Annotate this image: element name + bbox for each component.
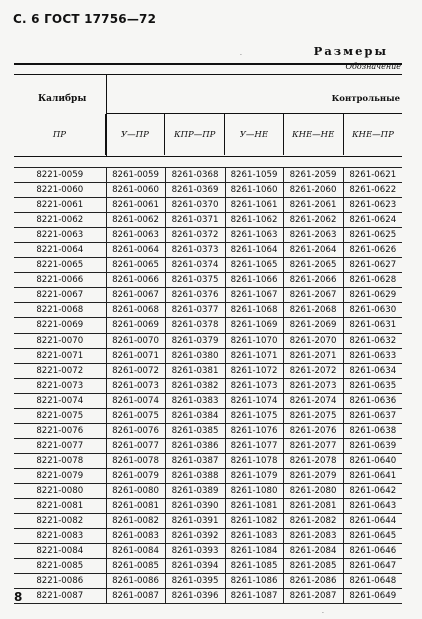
column-header: У—НЕ: [224, 114, 282, 155]
table-cell: 8261-1086: [225, 574, 283, 589]
table-cell: 8261-1059: [225, 168, 283, 183]
table-cell: 8261-0067: [106, 288, 165, 303]
table-cell: 8261-1070: [225, 333, 283, 348]
table-cell: 8221-0086: [14, 574, 106, 589]
table-cell: 8261-0064: [106, 243, 165, 258]
table-cell: 8261-0633: [343, 348, 402, 363]
table-cell: 8261-2073: [283, 378, 343, 393]
table-cell: 8261-2063: [283, 228, 343, 243]
table-cell: 8221-0084: [14, 544, 106, 559]
table-row: [14, 589, 402, 604]
table-cell: 8261-0625: [343, 228, 402, 243]
table-cell: 8261-0082: [106, 514, 165, 529]
table-cell: 8221-0073: [14, 378, 106, 393]
table-cell: 8261-0637: [343, 408, 402, 423]
table-cell: 8261-0377: [165, 303, 225, 318]
table-row: [14, 574, 402, 589]
table-cell: 8261-1064: [225, 243, 283, 258]
table-cell: 8261-2072: [283, 363, 343, 378]
page-header: С. 6 ГОСТ 17756—72: [13, 12, 157, 26]
table-cell: 8261-1082: [225, 514, 283, 529]
table-cell: 8261-2062: [283, 213, 343, 228]
table-cell: 8221-0077: [14, 438, 106, 453]
table-cell: 8261-2081: [283, 499, 343, 514]
table-cell: 8261-0635: [343, 378, 402, 393]
table-cell: 8261-0631: [343, 318, 402, 333]
table-cell: 8261-0073: [106, 378, 165, 393]
table-cell: 8221-0061: [14, 198, 106, 213]
table-cell: 8261-0382: [165, 378, 225, 393]
table-cell: 8261-2064: [283, 243, 343, 258]
table-cell: 8261-0641: [343, 468, 402, 483]
table-cell: 8261-1062: [225, 213, 283, 228]
table-cell: 8261-2066: [283, 273, 343, 288]
table-cell: 8261-0086: [106, 574, 165, 589]
table-cell: 8261-0374: [165, 258, 225, 273]
header-bottom-rule: [14, 156, 402, 157]
table-cell: 8261-1083: [225, 529, 283, 544]
table-cell: 8261-0391: [165, 514, 225, 529]
table-row: [14, 378, 402, 393]
table-cell: 8221-0068: [14, 303, 106, 318]
table-cell: 8261-0059: [106, 168, 165, 183]
table-row: [14, 544, 402, 559]
table-cell: 8261-0628: [343, 273, 402, 288]
table-cell: 8261-0648: [343, 574, 402, 589]
top-rule: [14, 63, 402, 65]
table-row: [14, 243, 402, 258]
table-cell: 8261-2086: [283, 574, 343, 589]
table-cell: 8261-0388: [165, 468, 225, 483]
table-cell: 8261-1067: [225, 288, 283, 303]
table-cell: 8261-2084: [283, 544, 343, 559]
table-cell: 8261-1080: [225, 483, 283, 498]
table-cell: 8261-0634: [343, 363, 402, 378]
table-cell: 8261-0078: [106, 453, 165, 468]
table-cell: 8221-0078: [14, 453, 106, 468]
table-cell: 8261-0649: [343, 589, 402, 604]
column-header: ПР: [52, 129, 66, 140]
table-cell: 8261-2080: [283, 483, 343, 498]
column-header: У—ПР: [105, 114, 164, 155]
table-cell: 8261-0380: [165, 348, 225, 363]
column-header: КНЕ—НЕ: [283, 114, 343, 155]
table-cell: 8221-0085: [14, 559, 106, 574]
table-cell: 8261-2060: [283, 183, 343, 198]
table-cell: 8261-0378: [165, 318, 225, 333]
table-cell: 8221-0067: [14, 288, 106, 303]
table-cell: 8261-0627: [343, 258, 402, 273]
table-cell: 8261-0081: [106, 499, 165, 514]
table-cell: 8261-1071: [225, 348, 283, 363]
table-cell: 8261-0077: [106, 438, 165, 453]
table-row: [14, 183, 402, 198]
table-cell: 8221-0087: [14, 589, 106, 604]
table-row: [14, 438, 402, 453]
table-cell: 8261-1069: [225, 318, 283, 333]
table-cell: 8221-0070: [14, 333, 106, 348]
designation-table: [14, 167, 402, 604]
table-cell: 8261-0385: [165, 423, 225, 438]
table-row: [14, 408, 402, 423]
table-cell: 8261-0072: [106, 363, 165, 378]
table-cell: 8261-0392: [165, 529, 225, 544]
table-row: [14, 198, 402, 213]
table-cell: 8261-0063: [106, 228, 165, 243]
table-cell: 8261-2075: [283, 408, 343, 423]
table-cell: 8221-0076: [14, 423, 106, 438]
table-row: [14, 228, 402, 243]
table-cell: 8261-0070: [106, 333, 165, 348]
header-rule: [14, 74, 402, 75]
table-cell: 8261-0368: [165, 168, 225, 183]
table-cell: 8261-0630: [343, 303, 402, 318]
table-cell: 8261-2085: [283, 559, 343, 574]
table-row: [14, 168, 402, 183]
table-cell: 8221-0066: [14, 273, 106, 288]
table-cell: 8221-0064: [14, 243, 106, 258]
table-cell: 8261-0642: [343, 483, 402, 498]
table-cell: 8221-0082: [14, 514, 106, 529]
table-cell: 8221-0069: [14, 318, 106, 333]
table-cell: 8261-0384: [165, 408, 225, 423]
table-cell: 8221-0080: [14, 483, 106, 498]
column-header-row: [14, 114, 402, 155]
table-cell: 8261-0379: [165, 333, 225, 348]
table-cell: 8261-2077: [283, 438, 343, 453]
table-cell: 8261-2087: [283, 589, 343, 604]
table-cell: 8261-1068: [225, 303, 283, 318]
scan-mark: ·: [240, 52, 242, 59]
table-cell: 8261-0645: [343, 529, 402, 544]
table-cell: 8261-2069: [283, 318, 343, 333]
table-cell: 8261-2082: [283, 514, 343, 529]
table-cell: 8261-0624: [343, 213, 402, 228]
table-row: [14, 393, 402, 408]
table-cell: 8261-0394: [165, 559, 225, 574]
table-cell: 8261-0390: [165, 499, 225, 514]
table-cell: 8261-0396: [165, 589, 225, 604]
table-row: [14, 499, 402, 514]
table-cell: 8261-1077: [225, 438, 283, 453]
page-number: 8: [14, 590, 23, 604]
table-row: [14, 258, 402, 273]
table-row: [14, 514, 402, 529]
scan-mark: ·: [322, 610, 324, 617]
table-cell: 8261-0062: [106, 213, 165, 228]
table-cell: 8261-1079: [225, 468, 283, 483]
column-header: КНЕ—ПР: [343, 114, 402, 155]
table-cell: 8261-0393: [165, 544, 225, 559]
table-cell: 8261-0069: [106, 318, 165, 333]
table-cell: 8261-0076: [106, 423, 165, 438]
table-cell: 8261-0373: [165, 243, 225, 258]
table-cell: 8261-0621: [343, 168, 402, 183]
table-cell: 8261-0632: [343, 333, 402, 348]
table-cell: 8261-0638: [343, 423, 402, 438]
table-cell: 8261-0636: [343, 393, 402, 408]
table-cell: 8221-0060: [14, 183, 106, 198]
table-cell: 8261-2074: [283, 393, 343, 408]
table-cell: 8261-0370: [165, 198, 225, 213]
table-cell: 8261-0647: [343, 559, 402, 574]
table-cell: 8261-0372: [165, 228, 225, 243]
table-cell: 8221-0059: [14, 168, 106, 183]
table-cell: 8261-0383: [165, 393, 225, 408]
table-row: [14, 363, 402, 378]
table-cell: 8261-0395: [165, 574, 225, 589]
table-cell: 8261-0369: [165, 183, 225, 198]
table-cell: 8261-0376: [165, 288, 225, 303]
table-cell: 8261-0629: [343, 288, 402, 303]
table-cell: 8261-0375: [165, 273, 225, 288]
table-row: [14, 468, 402, 483]
control-label: Контрольные: [331, 94, 400, 104]
table-cell: 8261-0071: [106, 348, 165, 363]
table-cell: 8261-0387: [165, 453, 225, 468]
table-cell: 8261-0643: [343, 499, 402, 514]
table-cell: 8261-2071: [283, 348, 343, 363]
table-cell: 8261-2083: [283, 529, 343, 544]
table-cell: 8221-0083: [14, 529, 106, 544]
table-cell: 8221-0075: [14, 408, 106, 423]
table-cell: 8261-0087: [106, 589, 165, 604]
table-cell: 8261-1081: [225, 499, 283, 514]
table-cell: 8261-0371: [165, 213, 225, 228]
table-cell: 8261-2079: [283, 468, 343, 483]
table-cell: 8261-2061: [283, 198, 343, 213]
table-cell: 8261-0381: [165, 363, 225, 378]
table-cell: 8261-1066: [225, 273, 283, 288]
column-header: КПР—ПР: [164, 114, 224, 155]
table-row: [14, 423, 402, 438]
table-cell: 8261-1085: [225, 559, 283, 574]
designation-label: Обозначение: [345, 62, 401, 71]
table-cell: 8261-1087: [225, 589, 283, 604]
table-cell: 8261-1061: [225, 198, 283, 213]
table-cell: 8261-2067: [283, 288, 343, 303]
table-cell: 8261-0626: [343, 243, 402, 258]
table-row: [14, 333, 402, 348]
table-cell: 8261-0066: [106, 273, 165, 288]
table-cell: 8261-2068: [283, 303, 343, 318]
table-cell: 8261-0079: [106, 468, 165, 483]
table-row: [14, 559, 402, 574]
table-cell: 8261-1072: [225, 363, 283, 378]
table-cell: 8261-1078: [225, 453, 283, 468]
table-cell: 8261-0640: [343, 453, 402, 468]
table-cell: 8261-0080: [106, 483, 165, 498]
table-cell: 8221-0065: [14, 258, 106, 273]
table-cell: 8261-0084: [106, 544, 165, 559]
table-cell: 8261-1075: [225, 408, 283, 423]
table-cell: 8261-1073: [225, 378, 283, 393]
table-cell: 8221-0071: [14, 348, 106, 363]
table-cell: 8261-1065: [225, 258, 283, 273]
table-cell: 8261-0623: [343, 198, 402, 213]
table-cell: 8261-0386: [165, 438, 225, 453]
section-title: Размеры: [313, 44, 388, 58]
table-cell: 8261-0622: [343, 183, 402, 198]
table-cell: 8221-0063: [14, 228, 106, 243]
table-cell: 8261-0639: [343, 438, 402, 453]
table-row: [14, 318, 402, 333]
table-cell: 8261-0065: [106, 258, 165, 273]
table-cell: 8261-0074: [106, 393, 165, 408]
table-cell: 8221-0074: [14, 393, 106, 408]
table-cell: 8261-1074: [225, 393, 283, 408]
table-cell: 8261-0060: [106, 183, 165, 198]
table-cell: 8261-1063: [225, 228, 283, 243]
table-cell: 8261-1076: [225, 423, 283, 438]
table-cell: 8261-0644: [343, 514, 402, 529]
table-cell: 8261-1060: [225, 183, 283, 198]
table-cell: 8261-0075: [106, 408, 165, 423]
table-cell: 8221-0062: [14, 213, 106, 228]
table-cell: 8261-0646: [343, 544, 402, 559]
table-row: [14, 213, 402, 228]
table-cell: 8261-2065: [283, 258, 343, 273]
table-cell: 8261-2059: [283, 168, 343, 183]
table-row: [14, 453, 402, 468]
table-cell: 8261-2078: [283, 453, 343, 468]
table-row: [14, 288, 402, 303]
table-row: [14, 303, 402, 318]
table-cell: 8261-0061: [106, 198, 165, 213]
table-cell: 8221-0079: [14, 468, 106, 483]
table-cell: 8261-0085: [106, 559, 165, 574]
gauges-label: Калибры: [38, 94, 87, 104]
table-row: [14, 273, 402, 288]
table-cell: 8221-0081: [14, 499, 106, 514]
table-cell: 8261-2076: [283, 423, 343, 438]
table-cell: 8261-0083: [106, 529, 165, 544]
table-cell: 8261-0068: [106, 303, 165, 318]
table-row: [14, 348, 402, 363]
table-cell: 8221-0072: [14, 363, 106, 378]
table-cell: 8261-1084: [225, 544, 283, 559]
table-row: [14, 483, 402, 498]
table-row: [14, 529, 402, 544]
table-cell: 8261-2070: [283, 333, 343, 348]
table-cell: 8261-0389: [165, 483, 225, 498]
